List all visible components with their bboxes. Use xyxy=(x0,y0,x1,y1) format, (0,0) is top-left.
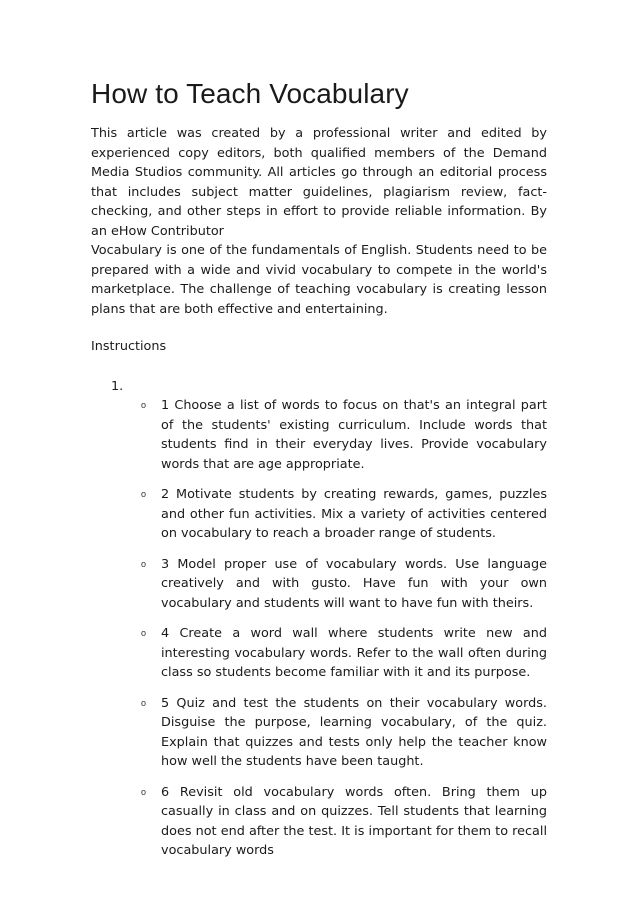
list-item xyxy=(91,624,547,683)
list-item xyxy=(91,555,547,614)
bullet-icon: o xyxy=(141,400,147,410)
document-page xyxy=(91,74,547,872)
step-text: 6 Revisit old vocabulary words often. Bring them up casually in class and on quizzes. Tell students that learning does not end after the test. It is important for them to recall vocabulary words xyxy=(161,784,547,858)
page-title: How to Teach Vocabulary xyxy=(91,78,409,109)
bullet-icon: o xyxy=(141,628,147,638)
step-text: 1 Choose a list of words to focus on that's an integral part of the students' existing curriculum. Include words that students find in their everyday lives. Provide vocabulary words that are age appropriate. xyxy=(161,398,547,472)
instructions-heading: Instructions xyxy=(91,339,167,354)
bullet-icon: o xyxy=(141,558,147,569)
intro-paragraph-credits: This article was created by a professional writer and edited by experienced copy editors, both qualified members of the Demand Media Studios community. All articles go through an editorial process that includes subject matter guidelines, plagiarism review, fact-checking, and other steps in effort to provide reliable information. By an eHow Contributor xyxy=(91,126,547,239)
step-text: 2 Motivate students by creating rewards, games, puzzles and other fun activities. Mix a variety of activities centered on vocabulary to reach a broader range of students. xyxy=(161,487,547,541)
list-number: 1. xyxy=(111,378,124,394)
step-text: 5 Quiz and test the students on their vocabulary words. Disguise the purpose, learning vocabulary, of the quiz. Explain that quizzes and tests only help the teacher know how well the students have been taught. xyxy=(161,695,547,769)
bullet-icon: o xyxy=(141,697,147,708)
intro-paragraph-summary: Vocabulary is one of the fundamentals of English. Students need to be prepared with a wide and vivid vocabulary to compete in the world's marketplace. The challenge of teaching vocabulary is creating lesson plans that are both effective and entertaining. xyxy=(91,243,547,317)
step-text: 3 Model proper use of vocabulary words. Use language creatively and with gusto. Have fun with your own vocabulary and students will want to have fun with theirs. xyxy=(161,556,547,611)
list-item xyxy=(91,485,547,544)
step-text: 4 Create a word wall where students write new and interesting vocabulary words. Refer to the wall often during class so students become familiar with it and its purpose. xyxy=(161,626,547,680)
instructions-list xyxy=(91,377,547,861)
list-item xyxy=(91,783,547,861)
steps-list xyxy=(91,396,547,861)
list-item xyxy=(91,396,547,474)
bullet-icon: o xyxy=(141,489,147,499)
bullet-icon: o xyxy=(141,786,147,797)
list-item xyxy=(91,694,547,772)
